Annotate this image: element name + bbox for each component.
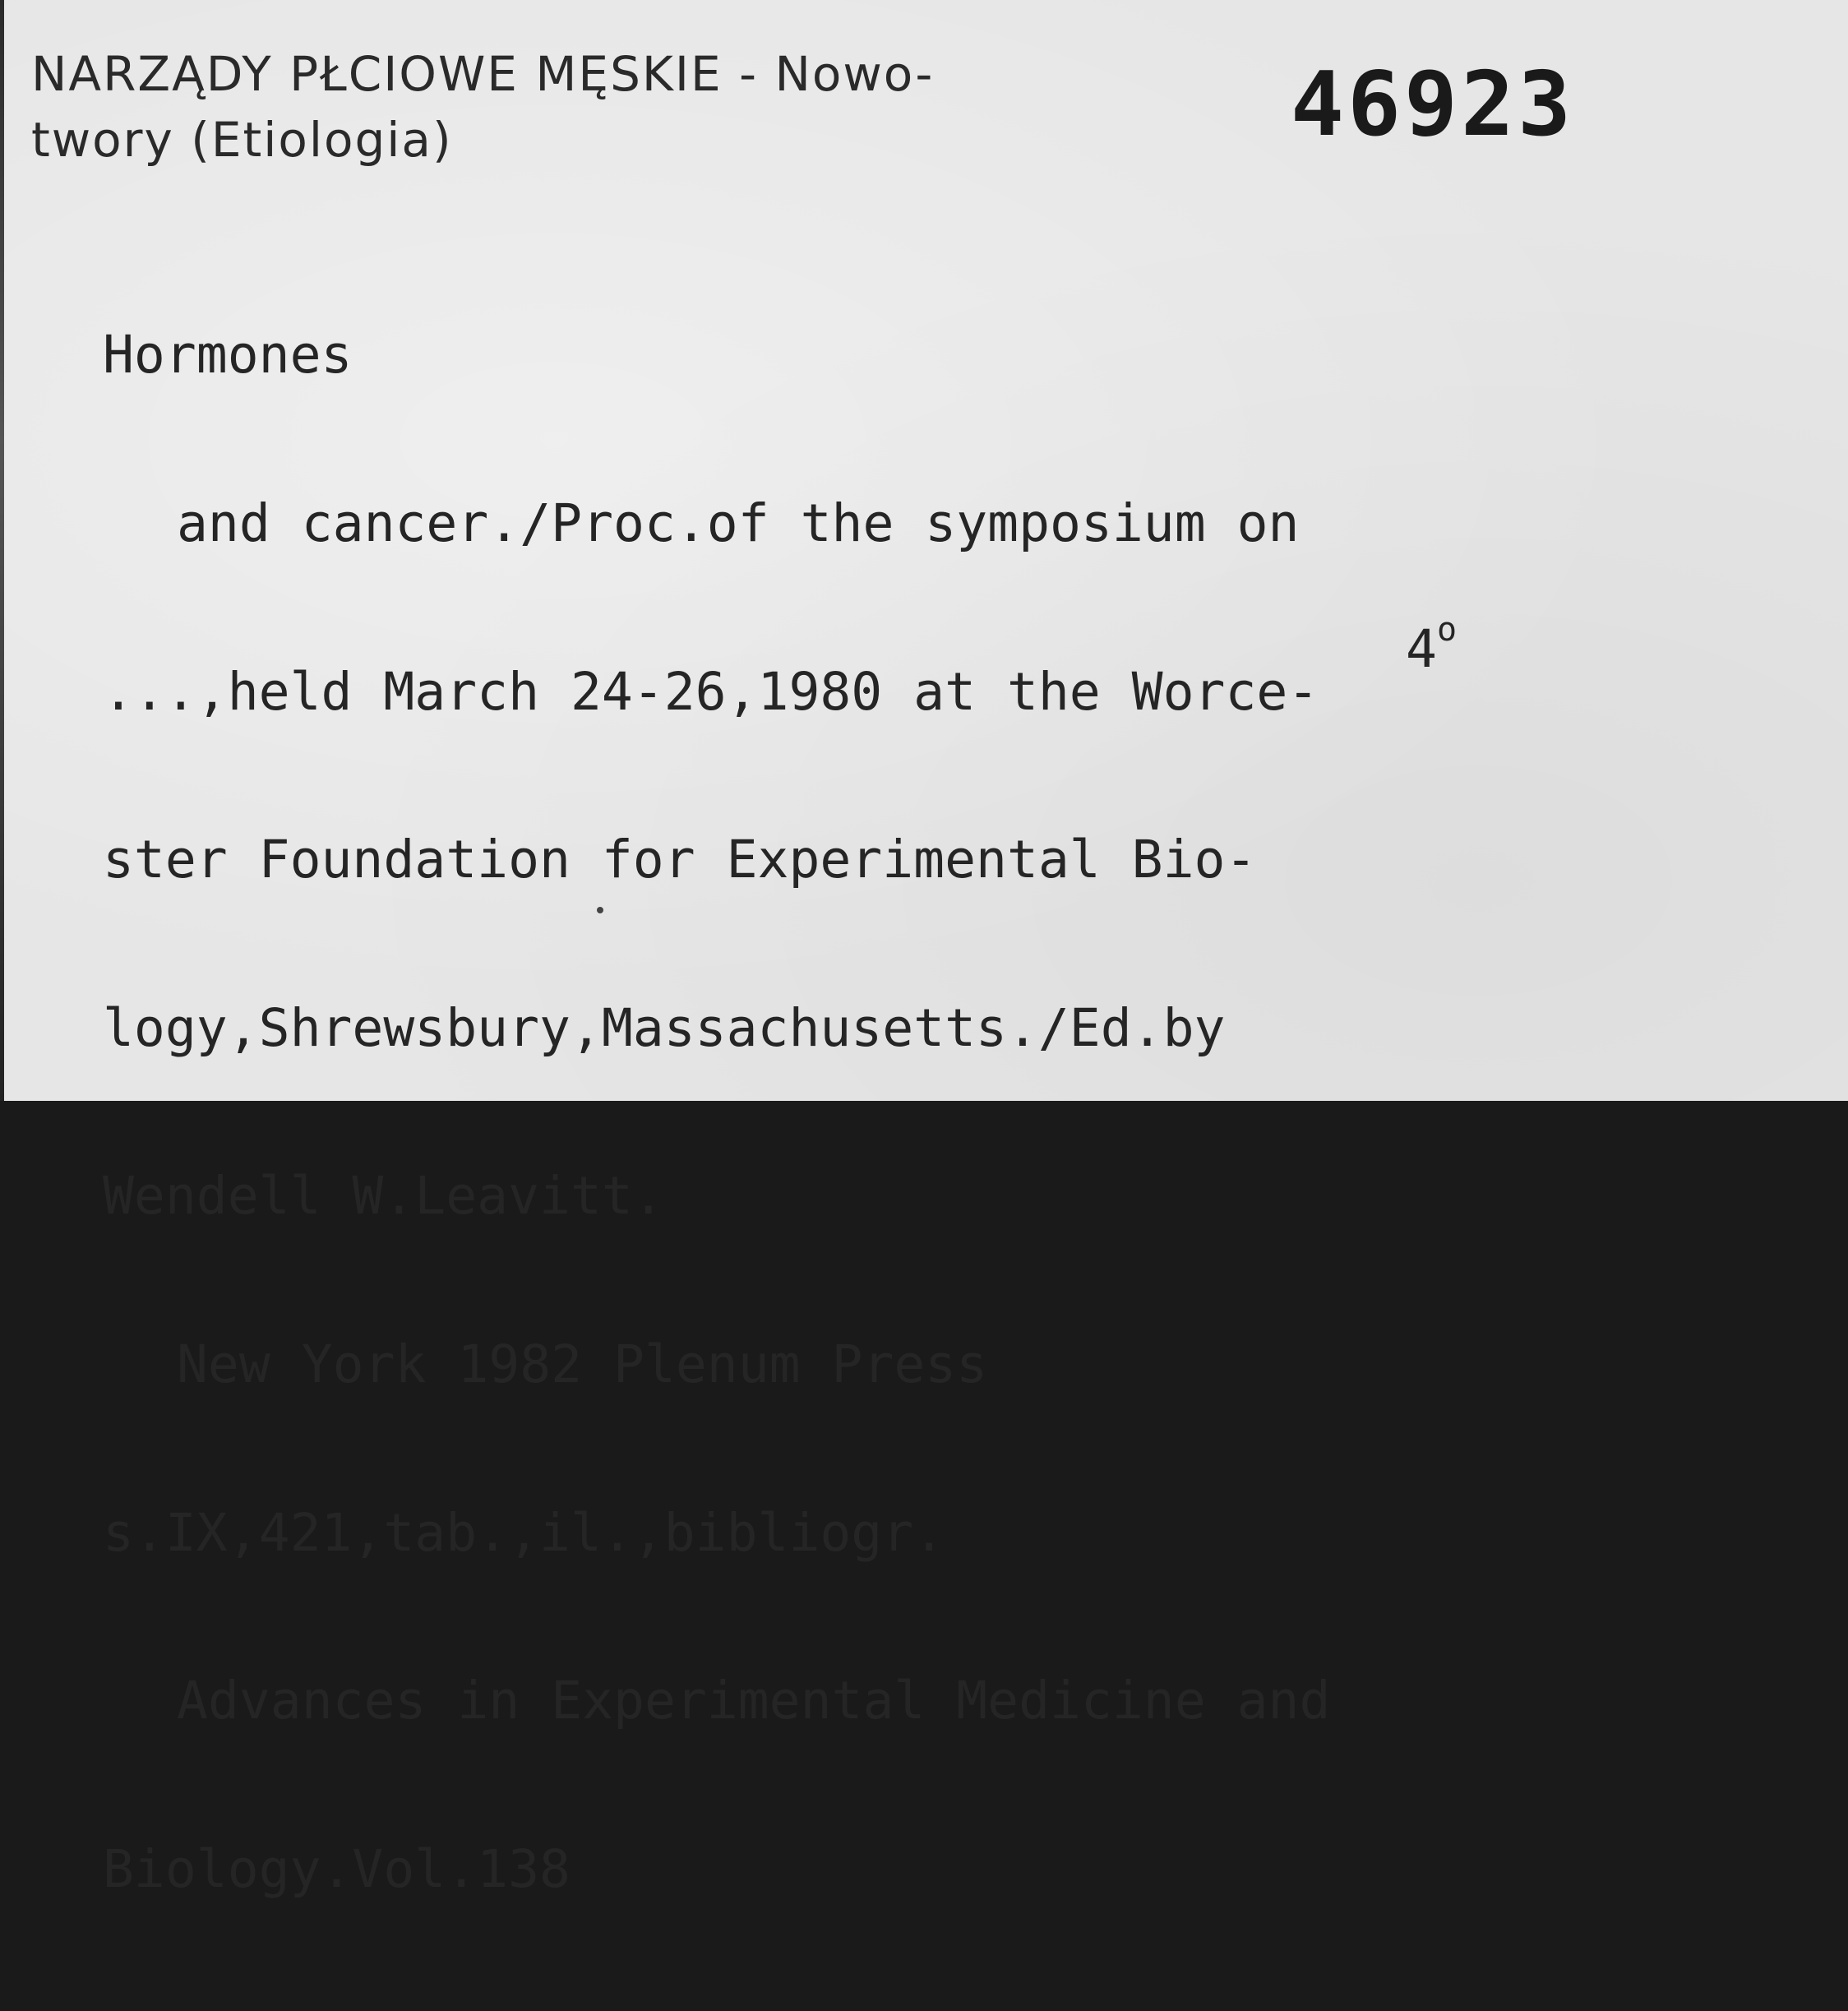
format-base: 4 [1406,619,1437,679]
entry-title-line-1: and cancer./Proc.of the symposium on [177,493,1300,553]
entry-title-line-4: logy,Shrewsbury,Massachusetts./Ed.by [103,997,1226,1058]
bibliographic-entry [103,215,1330,2009]
heading-line-2: twory (Etiologia) [31,112,453,168]
entry-title-line-3: ster Foundation for Experimental Bio- [103,830,1257,890]
entry-title-line-2: ...,held March 24-26,1980 at the Worce- [103,661,1319,722]
entry-subject: Hormones [103,325,353,386]
entry-title-line-5: Wendell W.Leavitt. [103,1166,664,1227]
format-size [1406,602,1457,677]
entry-imprint: New York 1982 Plenum Press [177,1334,988,1394]
format-superscript: o [1436,611,1458,649]
entry-series-line-2: Biology.Vol.138 [103,1838,571,1899]
call-number: 46923 [1291,53,1575,156]
heading-line-1: NARZĄDY PŁCIOWE MĘSKIE - Nowo- [31,46,935,102]
handwritten-subject-heading [31,41,934,173]
entry-series-line-1: Advances in Experimental Medicine and [177,1671,1331,1731]
ink-speck [597,907,603,913]
entry-collation: s.IX,421,tab.,il.,bibliogr. [103,1502,945,1563]
card-edge-shadow [0,0,4,1101]
